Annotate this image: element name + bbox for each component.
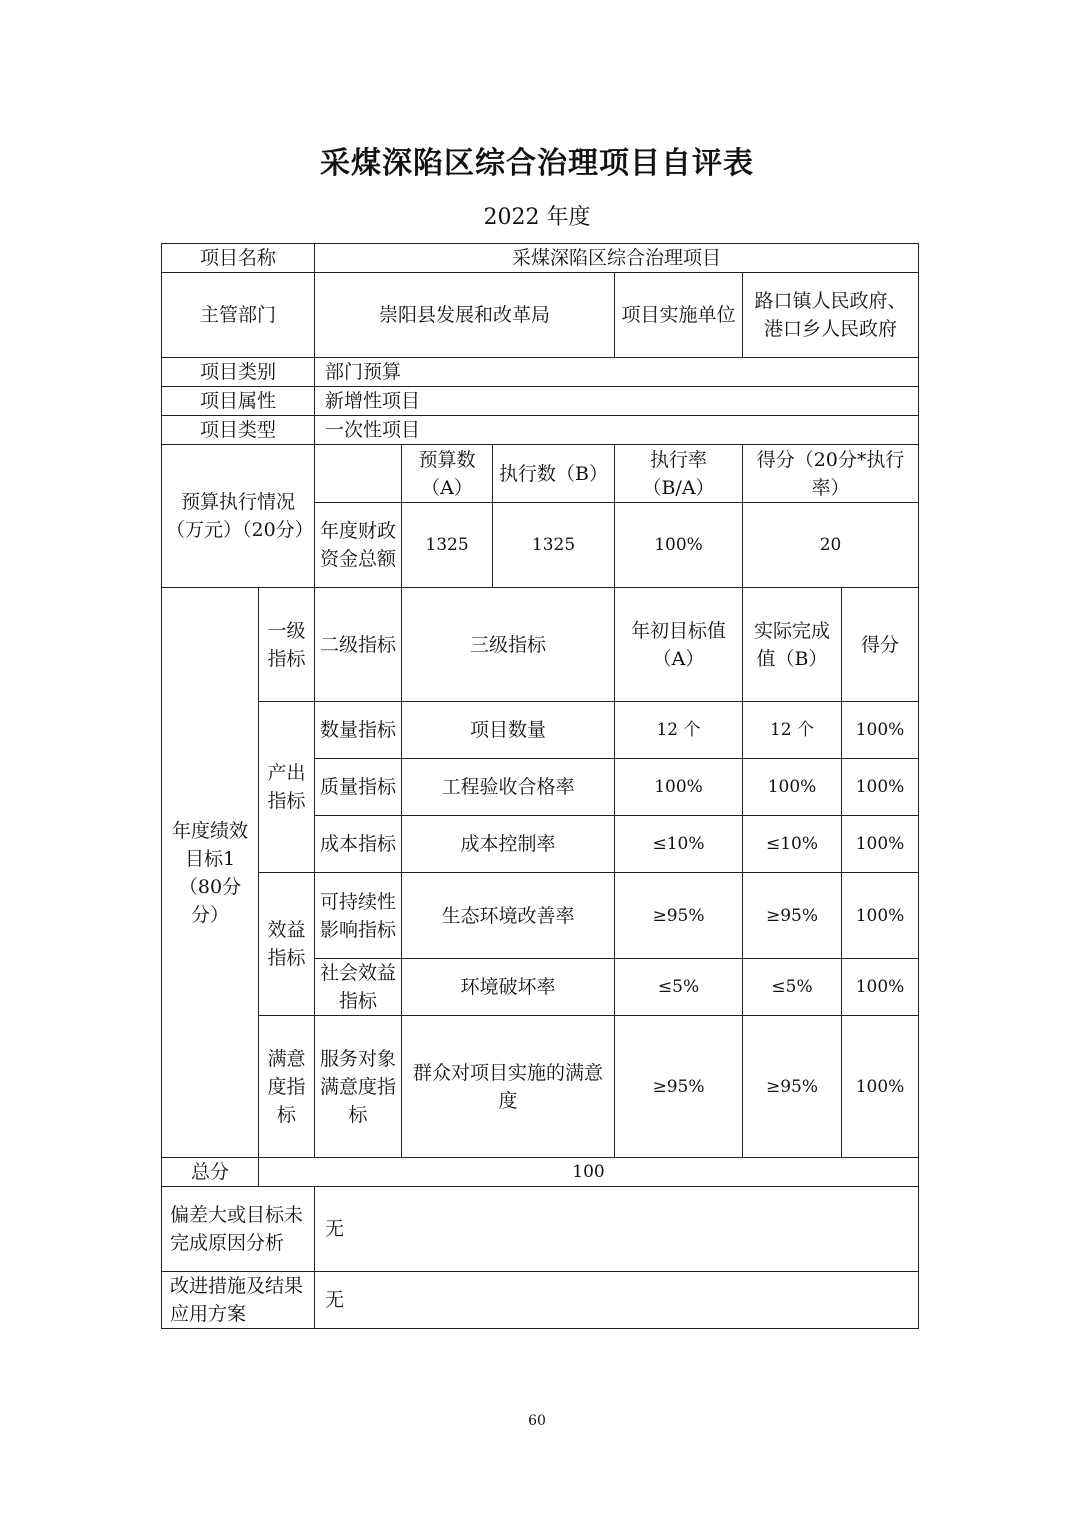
exec-value: 1325	[493, 503, 615, 588]
row-actual: ≤10%	[743, 816, 842, 873]
unit-value: 路口镇人民政府、港口乡人民政府	[743, 273, 919, 358]
header-score: 得分	[842, 588, 919, 702]
row-actual: ≥95%	[743, 873, 842, 959]
row-score: 100%	[842, 702, 919, 759]
row-score: 100%	[842, 816, 919, 873]
evaluation-table	[161, 243, 919, 1329]
budget-col-budget: 预算数（A）	[402, 445, 493, 503]
total-value: 100	[259, 1158, 919, 1187]
report-year: 2022 年度	[483, 205, 591, 230]
row-target: 100%	[615, 759, 743, 816]
row-level2: 服务对象满意度指标	[315, 1016, 402, 1158]
project-name-value: 采煤深陷区综合治理项目	[315, 244, 919, 273]
budget-col-exec: 执行数（B）	[493, 445, 615, 503]
row-level2: 质量指标	[315, 759, 402, 816]
attr-value: 新增性项目	[315, 387, 919, 416]
budget-col-score: 得分（20分*执行率）	[743, 445, 919, 503]
type-label: 项目类型	[162, 416, 315, 445]
unit-label: 项目实施单位	[615, 273, 743, 358]
page-number: 60	[528, 1413, 546, 1429]
row-level2: 可持续性影响指标	[315, 873, 402, 959]
attr-label: 项目属性	[162, 387, 315, 416]
type-value: 一次性项目	[315, 416, 919, 445]
row-score: 100%	[842, 1016, 919, 1158]
category-value: 部门预算	[315, 358, 919, 387]
dept-label: 主管部门	[162, 273, 315, 358]
row-level3: 群众对项目实施的满意度	[402, 1016, 615, 1158]
deviation-label: 偏差大或目标未完成原因分析	[162, 1187, 315, 1272]
row-target: 12 个	[615, 702, 743, 759]
row-target: ≥95%	[615, 1016, 743, 1158]
row-score: 100%	[842, 759, 919, 816]
performance-label: 年度绩效目标1（80分分）	[162, 588, 259, 1158]
deviation-value: 无	[315, 1187, 919, 1272]
row-target: ≤5%	[615, 959, 743, 1016]
row-actual: 100%	[743, 759, 842, 816]
header-level2: 二级指标	[315, 588, 402, 702]
row-target: ≥95%	[615, 873, 743, 959]
improvement-label: 改进措施及结果应用方案	[162, 1272, 315, 1329]
row-level2: 社会效益指标	[315, 959, 402, 1016]
row-level3: 成本控制率	[402, 816, 615, 873]
row-level2: 成本指标	[315, 816, 402, 873]
group-satisfaction: 满意度指标	[259, 1016, 315, 1158]
row-target: ≤10%	[615, 816, 743, 873]
total-label: 总分	[162, 1158, 259, 1187]
header-target: 年初目标值（A）	[615, 588, 743, 702]
header-level3: 三级指标	[402, 588, 615, 702]
rate-value: 100%	[615, 503, 743, 588]
header-actual: 实际完成值（B）	[743, 588, 842, 702]
row-level3: 工程验收合格率	[402, 759, 615, 816]
category-label: 项目类别	[162, 358, 315, 387]
row-actual: ≥95%	[743, 1016, 842, 1158]
score-value: 20	[743, 503, 919, 588]
budget-empty-cell	[315, 445, 402, 503]
budget-col-rate: 执行率（B/A）	[615, 445, 743, 503]
row-level3: 生态环境改善率	[402, 873, 615, 959]
budget-label: 预算执行情况（万元）（20分）	[162, 445, 315, 588]
budget-row-label: 年度财政资金总额	[315, 503, 402, 588]
budget-value: 1325	[402, 503, 493, 588]
row-level3: 环境破坏率	[402, 959, 615, 1016]
group-output: 产出指标	[259, 702, 315, 873]
row-score: 100%	[842, 873, 919, 959]
row-score: 100%	[842, 959, 919, 1016]
header-level1: 一级指标	[259, 588, 315, 702]
improvement-value: 无	[315, 1272, 919, 1329]
row-level2: 数量指标	[315, 702, 402, 759]
group-benefit: 效益指标	[259, 873, 315, 1016]
row-actual: 12 个	[743, 702, 842, 759]
page-title: 采煤深陷区综合治理项目自评表	[320, 146, 754, 181]
row-level3: 项目数量	[402, 702, 615, 759]
project-name-label: 项目名称	[162, 244, 315, 273]
row-actual: ≤5%	[743, 959, 842, 1016]
dept-value: 崇阳县发展和改革局	[315, 273, 615, 358]
